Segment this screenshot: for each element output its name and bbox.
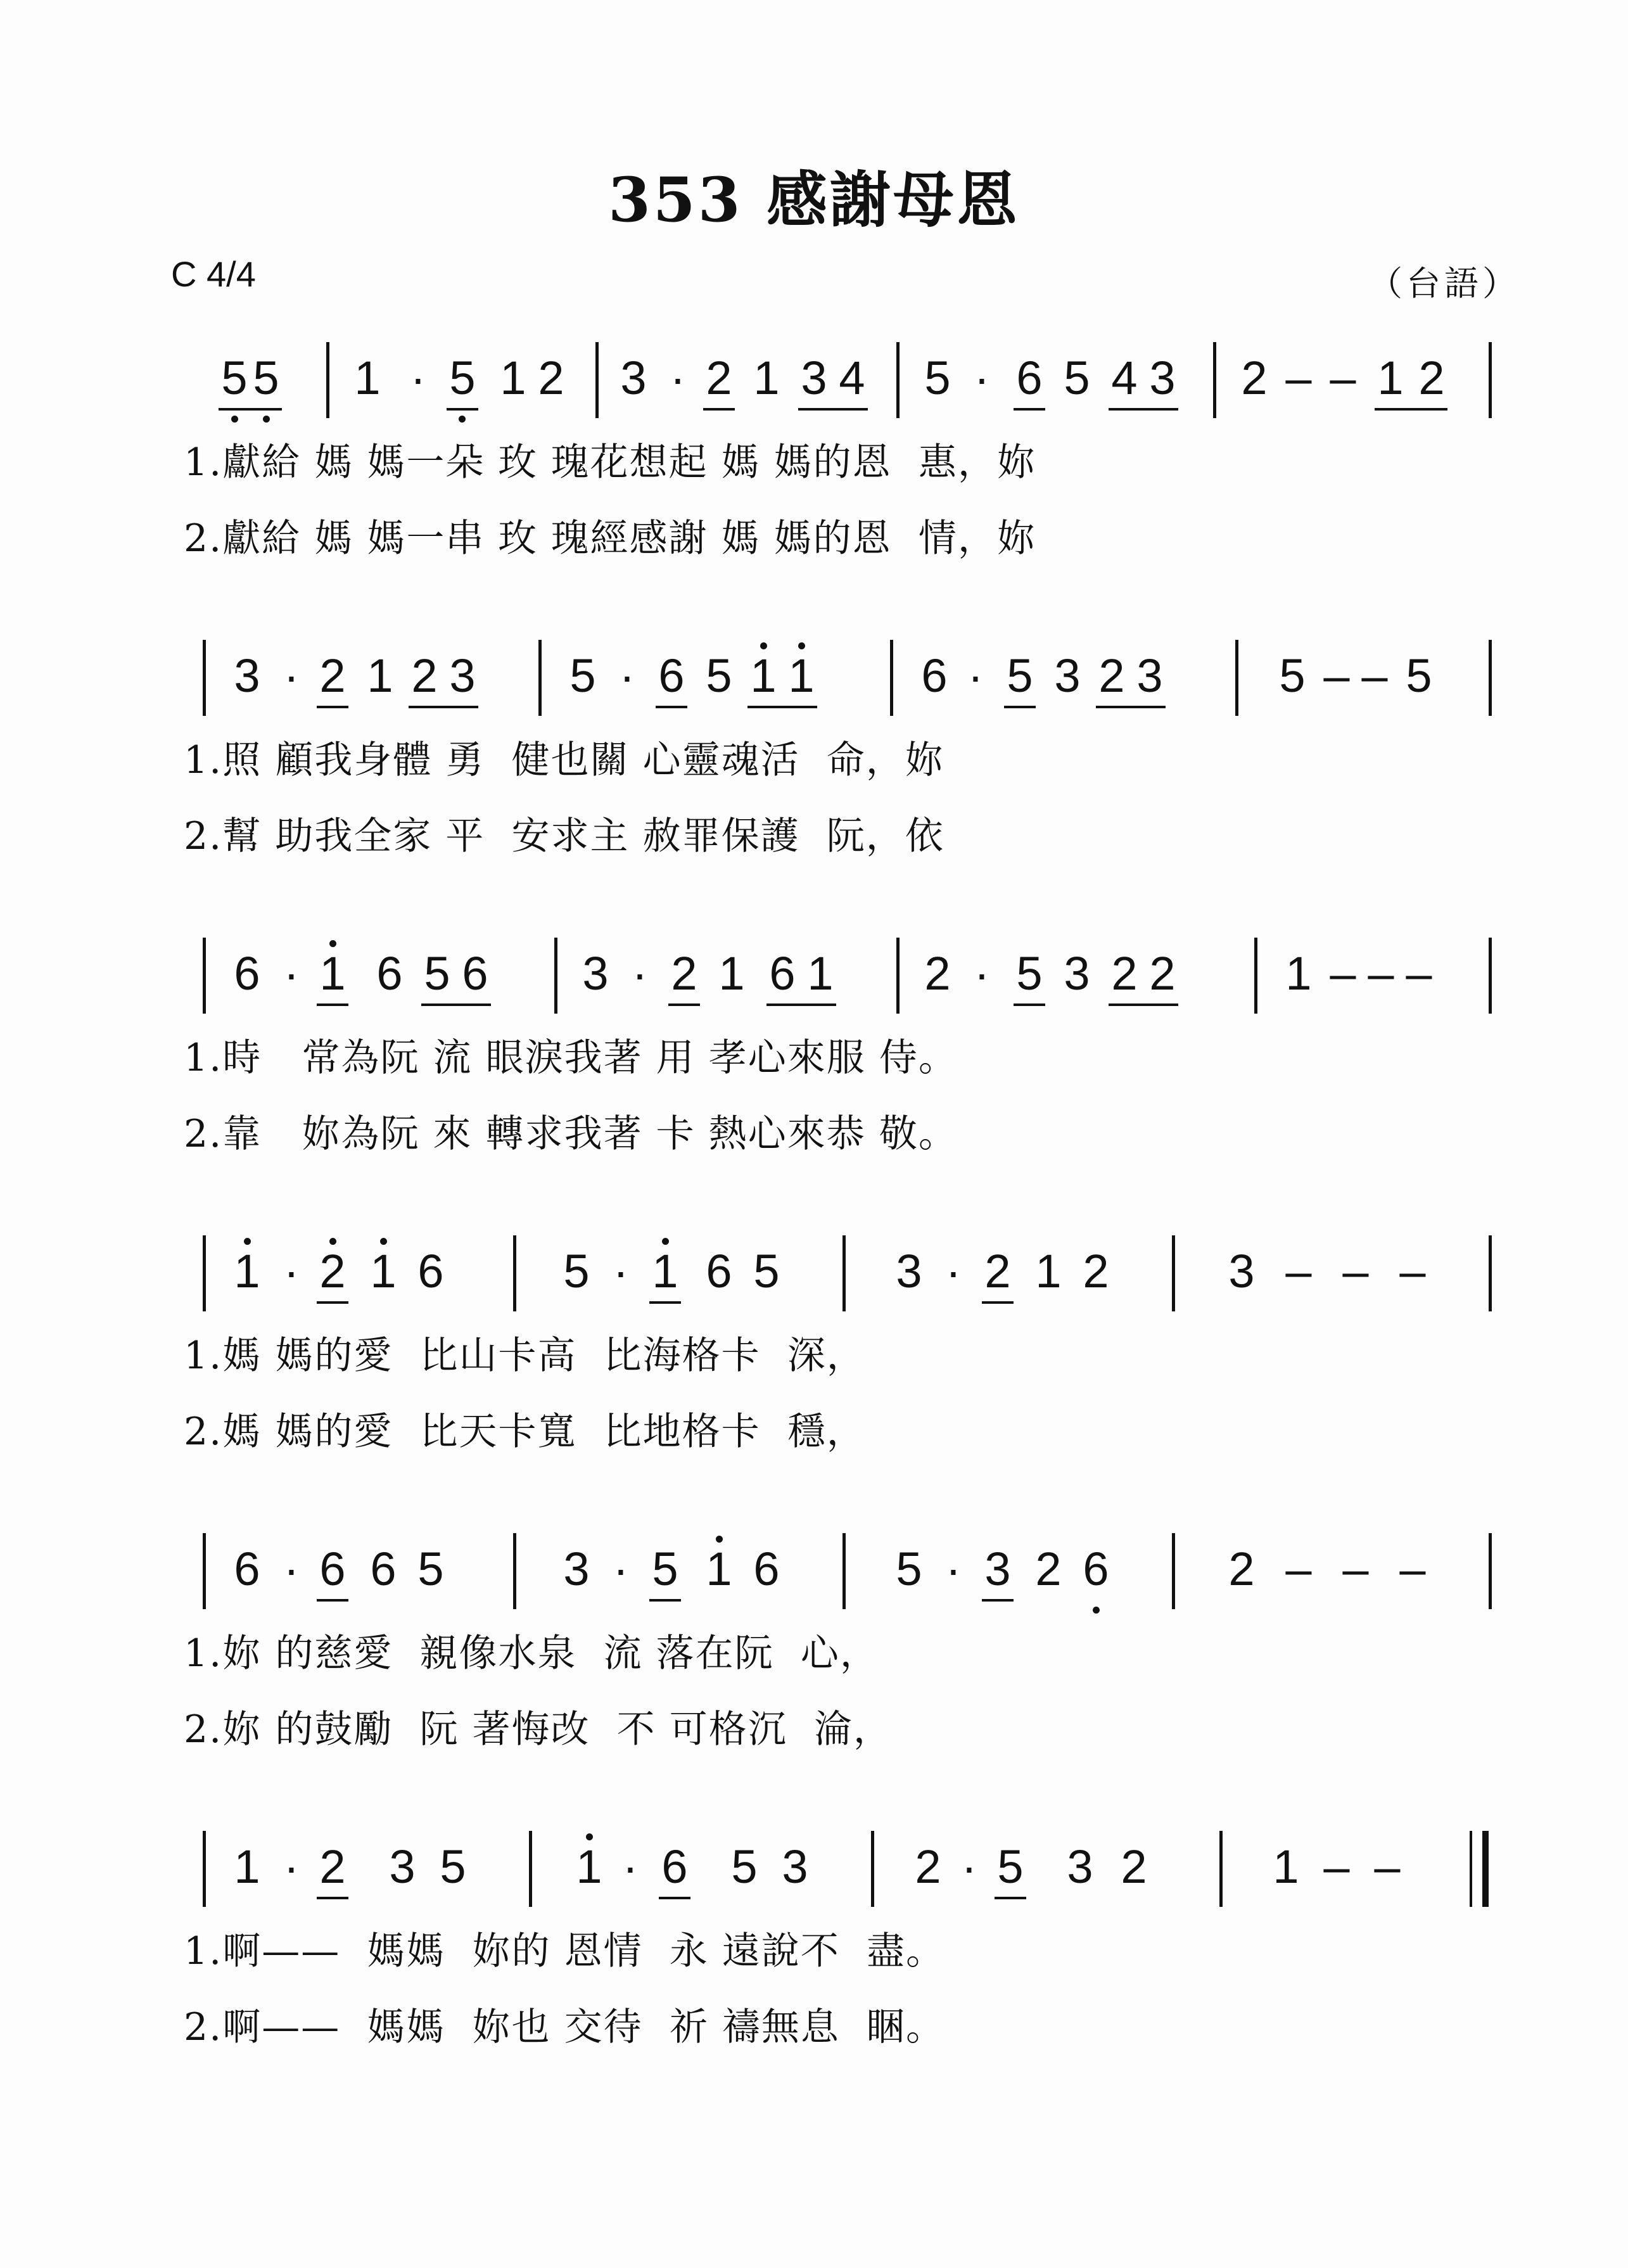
- notation-line: 6 · 1 6 5 6 3 · 2 1 6 1 2 · 5 3 2 2 1 – – –: [184, 938, 1495, 1020]
- music-system-1: [184, 342, 1495, 577]
- notation-line: 6 · 6 6 5 3 · 5 1 6 5 · 3 2 6 2 – – –: [184, 1533, 1495, 1615]
- notation-line: 3 · 2 1 2 3 5 · 6 5 1 1 6 · 5 3 2 3 5 – – 5: [184, 640, 1495, 722]
- lyric-verse-2: 2.啊—— 媽媽 妳也 交待 祈 禱無息 睏。: [184, 2005, 945, 2049]
- lyric-verse-2: 2.幫 助我全家 平 安求主 赦罪保護 阮，依: [184, 814, 944, 858]
- key-signature: C 4/4: [171, 254, 256, 294]
- song-title: 353 感謝母恩: [608, 164, 1020, 236]
- lyric-verse-1: 1.媽 媽的愛 比山卡高 比海格卡 深，: [184, 1334, 866, 1378]
- lyric-verse-2: 2.媽 媽的愛 比天卡寬 比地格卡 穩，: [184, 1410, 866, 1454]
- lyric-verse-1: 1.啊—— 媽媽 妳的 恩情 永 遠說不 盡。: [184, 1929, 945, 1973]
- lyric-verse-2: 2.獻給 媽 媽一串 玫 瑰經感謝 媽 媽的恩 情，妳: [184, 516, 1036, 561]
- music-system-5: [184, 1533, 1495, 1768]
- lyric-verse-1: 1.照 顧我身體 勇 健也關 心靈魂活 命，妳: [184, 738, 944, 782]
- lyric-verse-2: 2.靠 妳為阮 來 轉求我著 卡 熱心來恭 敬。: [184, 1112, 958, 1156]
- language-label: （台語）: [1368, 264, 1520, 303]
- lyric-verse-1: 1.時 常為阮 流 眼淚我著 用 孝心來服 侍。: [184, 1036, 958, 1080]
- notation-line: 5 5 1 · 5 1 2 3 · 2 1 3 4 5 · 6 5 4 3 2 – – 1 2: [184, 342, 1495, 424]
- music-system-4: [184, 1235, 1495, 1470]
- music-system-3: [184, 938, 1495, 1172]
- music-system-6: [184, 1831, 1495, 2065]
- notation-line: 1 · 2 3 5 1 · 6 5 3 2 · 5 3 2 1 – –: [184, 1831, 1495, 1913]
- lyric-verse-1: 1.妳 的慈愛 親像水泉 流 落在阮 心，: [184, 1631, 879, 1676]
- lyric-verse-1: 1.獻給 媽 媽一朵 玫 瑰花想起 媽 媽的恩 惠，妳: [184, 440, 1036, 485]
- music-system-2: [184, 640, 1495, 874]
- lyric-verse-2: 2.妳 的鼓勵 阮 著悔改 不 可格沉 淪，: [184, 1707, 893, 1752]
- notation-line: 1 · 2 1 6 5 · 1 6 5 3 · 2 1 2 3 – – –: [184, 1235, 1495, 1318]
